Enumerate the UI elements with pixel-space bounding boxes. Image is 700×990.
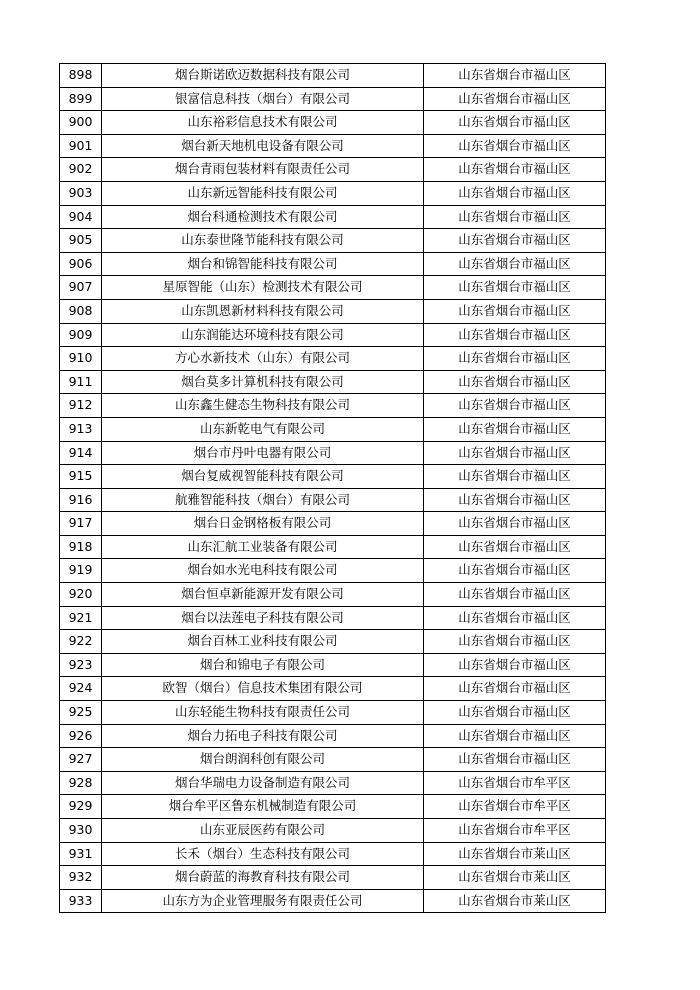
table-row <box>60 819 606 843</box>
table-row <box>60 441 606 465</box>
company-name-cell: 烟台力拓电子科技有限公司 <box>102 724 424 748</box>
company-name-cell: 烟台新天地机电设备有限公司 <box>102 134 424 158</box>
table-row <box>60 229 606 253</box>
region-cell: 山东省烟台市福山区 <box>424 653 606 677</box>
region-cell: 山东省烟台市福山区 <box>424 205 606 229</box>
company-name-cell: 烟台和锦电子有限公司 <box>102 653 424 677</box>
region-cell: 山东省烟台市福山区 <box>424 276 606 300</box>
company-name-cell: 山东汇航工业装备有限公司 <box>102 535 424 559</box>
region-cell: 山东省烟台市福山区 <box>424 630 606 654</box>
region-cell: 山东省烟台市福山区 <box>424 465 606 489</box>
region-cell: 山东省烟台市福山区 <box>424 417 606 441</box>
company-name-cell: 烟台朗润科创有限公司 <box>102 748 424 772</box>
region-cell: 山东省烟台市福山区 <box>424 181 606 205</box>
region-cell: 山东省烟台市福山区 <box>424 87 606 111</box>
region-cell: 山东省烟台市福山区 <box>424 158 606 182</box>
company-name-cell: 山东鑫生健态生物科技有限公司 <box>102 394 424 418</box>
row-number-cell: 904 <box>60 205 102 229</box>
table-row <box>60 87 606 111</box>
table-row <box>60 606 606 630</box>
row-number-cell: 922 <box>60 630 102 654</box>
table-row <box>60 630 606 654</box>
company-name-cell: 山东方为企业管理服务有限责任公司 <box>102 889 424 913</box>
table-row <box>60 370 606 394</box>
table-row <box>60 724 606 748</box>
table-row <box>60 795 606 819</box>
table-row <box>60 181 606 205</box>
table-row <box>60 347 606 371</box>
row-number-cell: 913 <box>60 417 102 441</box>
row-number-cell: 918 <box>60 535 102 559</box>
table-row <box>60 748 606 772</box>
region-cell: 山东省烟台市福山区 <box>424 394 606 418</box>
row-number-cell: 931 <box>60 842 102 866</box>
region-cell: 山东省烟台市福山区 <box>424 299 606 323</box>
company-name-cell: 烟台日金钢格板有限公司 <box>102 512 424 536</box>
row-number-cell: 921 <box>60 606 102 630</box>
row-number-cell: 930 <box>60 819 102 843</box>
company-name-cell: 长禾（烟台）生态科技有限公司 <box>102 842 424 866</box>
region-cell: 山东省烟台市福山区 <box>424 252 606 276</box>
table-row <box>60 299 606 323</box>
company-name-cell: 烟台莫多计算机科技有限公司 <box>102 370 424 394</box>
table-row <box>60 465 606 489</box>
row-number-cell: 925 <box>60 701 102 725</box>
region-cell: 山东省烟台市福山区 <box>424 606 606 630</box>
table-row <box>60 111 606 135</box>
company-name-cell: 星原智能（山东）检测技术有限公司 <box>102 276 424 300</box>
company-name-cell: 烟台斯诺欧迈数据科技有限公司 <box>102 64 424 88</box>
table-row <box>60 771 606 795</box>
company-name-cell: 烟台如水光电科技有限公司 <box>102 559 424 583</box>
region-cell: 山东省烟台市福山区 <box>424 535 606 559</box>
region-cell: 山东省烟台市福山区 <box>424 111 606 135</box>
row-number-cell: 915 <box>60 465 102 489</box>
company-name-cell: 烟台恒卓新能源开发有限公司 <box>102 583 424 607</box>
region-cell: 山东省烟台市福山区 <box>424 748 606 772</box>
table-row <box>60 701 606 725</box>
company-name-cell: 航雅智能科技（烟台）有限公司 <box>102 488 424 512</box>
company-name-cell: 山东轻能生物科技有限责任公司 <box>102 701 424 725</box>
row-number-cell: 924 <box>60 677 102 701</box>
row-number-cell: 911 <box>60 370 102 394</box>
company-name-cell: 烟台百林工业科技有限公司 <box>102 630 424 654</box>
region-cell: 山东省烟台市莱山区 <box>424 889 606 913</box>
table-row <box>60 583 606 607</box>
company-name-cell: 山东润能达环境科技有限公司 <box>102 323 424 347</box>
row-number-cell: 932 <box>60 866 102 890</box>
company-name-cell: 山东裕彩信息技术有限公司 <box>102 111 424 135</box>
company-name-cell: 烟台牟平区鲁东机械制造有限公司 <box>102 795 424 819</box>
region-cell: 山东省烟台市牟平区 <box>424 819 606 843</box>
table-row <box>60 417 606 441</box>
row-number-cell: 933 <box>60 889 102 913</box>
table-row <box>60 889 606 913</box>
table-row <box>60 866 606 890</box>
company-name-cell: 烟台以法莲电子科技有限公司 <box>102 606 424 630</box>
company-name-cell: 方心水新技术（山东）有限公司 <box>102 347 424 371</box>
company-name-cell: 山东亚辰医药有限公司 <box>102 819 424 843</box>
region-cell: 山东省烟台市牟平区 <box>424 795 606 819</box>
table-row <box>60 276 606 300</box>
company-name-cell: 山东新乾电气有限公司 <box>102 417 424 441</box>
row-number-cell: 928 <box>60 771 102 795</box>
region-cell: 山东省烟台市福山区 <box>424 229 606 253</box>
company-name-cell: 烟台复威视智能科技有限公司 <box>102 465 424 489</box>
row-number-cell: 920 <box>60 583 102 607</box>
row-number-cell: 899 <box>60 87 102 111</box>
table-row <box>60 252 606 276</box>
table-row <box>60 323 606 347</box>
region-cell: 山东省烟台市莱山区 <box>424 866 606 890</box>
company-list-table <box>59 63 606 913</box>
table-row <box>60 488 606 512</box>
row-number-cell: 923 <box>60 653 102 677</box>
company-list-table-body <box>60 64 606 913</box>
table-row <box>60 394 606 418</box>
region-cell: 山东省烟台市福山区 <box>424 323 606 347</box>
region-cell: 山东省烟台市福山区 <box>424 583 606 607</box>
table-row <box>60 535 606 559</box>
row-number-cell: 902 <box>60 158 102 182</box>
region-cell: 山东省烟台市福山区 <box>424 64 606 88</box>
region-cell: 山东省烟台市福山区 <box>424 441 606 465</box>
row-number-cell: 908 <box>60 299 102 323</box>
region-cell: 山东省烟台市福山区 <box>424 677 606 701</box>
company-name-cell: 烟台华瑞电力设备制造有限公司 <box>102 771 424 795</box>
row-number-cell: 917 <box>60 512 102 536</box>
company-name-cell: 欧智（烟台）信息技术集团有限公司 <box>102 677 424 701</box>
table-row <box>60 158 606 182</box>
row-number-cell: 906 <box>60 252 102 276</box>
table-row <box>60 134 606 158</box>
table-row <box>60 512 606 536</box>
company-name-cell: 烟台蔚蓝的海教育科技有限公司 <box>102 866 424 890</box>
company-name-cell: 烟台青雨包装材料有限责任公司 <box>102 158 424 182</box>
company-name-cell: 山东凯恩新材料科技有限公司 <box>102 299 424 323</box>
row-number-cell: 927 <box>60 748 102 772</box>
row-number-cell: 909 <box>60 323 102 347</box>
table-row <box>60 205 606 229</box>
table-row <box>60 64 606 88</box>
company-name-cell: 银富信息科技（烟台）有限公司 <box>102 87 424 111</box>
row-number-cell: 914 <box>60 441 102 465</box>
region-cell: 山东省烟台市福山区 <box>424 701 606 725</box>
row-number-cell: 916 <box>60 488 102 512</box>
region-cell: 山东省烟台市福山区 <box>424 347 606 371</box>
region-cell: 山东省烟台市福山区 <box>424 512 606 536</box>
region-cell: 山东省烟台市福山区 <box>424 559 606 583</box>
company-name-cell: 山东新远智能科技有限公司 <box>102 181 424 205</box>
row-number-cell: 926 <box>60 724 102 748</box>
row-number-cell: 901 <box>60 134 102 158</box>
table-row <box>60 677 606 701</box>
company-name-cell: 山东泰世隆节能科技有限公司 <box>102 229 424 253</box>
row-number-cell: 898 <box>60 64 102 88</box>
row-number-cell: 907 <box>60 276 102 300</box>
company-name-cell: 烟台科通检测技术有限公司 <box>102 205 424 229</box>
company-name-cell: 烟台和锦智能科技有限公司 <box>102 252 424 276</box>
row-number-cell: 910 <box>60 347 102 371</box>
table-row <box>60 559 606 583</box>
region-cell: 山东省烟台市福山区 <box>424 134 606 158</box>
row-number-cell: 919 <box>60 559 102 583</box>
region-cell: 山东省烟台市福山区 <box>424 724 606 748</box>
row-number-cell: 929 <box>60 795 102 819</box>
table-row <box>60 653 606 677</box>
company-name-cell: 烟台市丹叶电器有限公司 <box>102 441 424 465</box>
row-number-cell: 905 <box>60 229 102 253</box>
region-cell: 山东省烟台市福山区 <box>424 370 606 394</box>
region-cell: 山东省烟台市牟平区 <box>424 771 606 795</box>
region-cell: 山东省烟台市莱山区 <box>424 842 606 866</box>
region-cell: 山东省烟台市福山区 <box>424 488 606 512</box>
row-number-cell: 900 <box>60 111 102 135</box>
row-number-cell: 903 <box>60 181 102 205</box>
table-row <box>60 842 606 866</box>
row-number-cell: 912 <box>60 394 102 418</box>
